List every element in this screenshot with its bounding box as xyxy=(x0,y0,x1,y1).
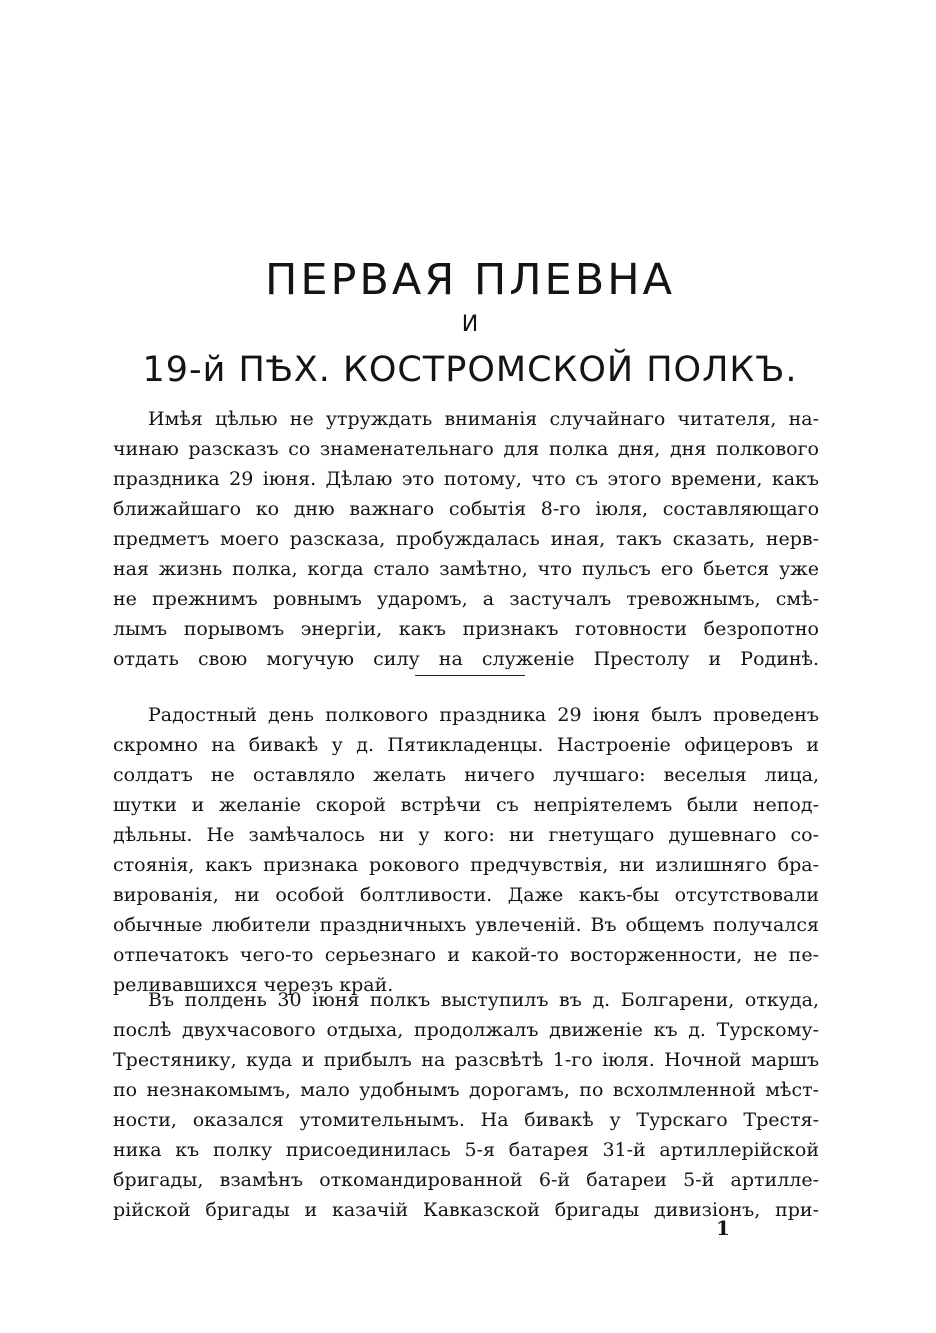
text-line: рійской бригады и казачій Кавказской бригады дивизіонъ, при- xyxy=(113,1199,819,1221)
text-line: бригады, взамѣнъ откомандированной 6-й батареи 5-й артилле- xyxy=(113,1169,819,1191)
text-line: не прежнимъ ровнымъ ударомъ, а застучалъ тревожнымъ, смѣ- xyxy=(113,588,820,610)
text-line: ности, оказался утомительнымъ. На бивакѣ у Турскаго Трестя- xyxy=(113,1109,820,1131)
section-divider xyxy=(415,675,525,676)
text-line: отдать свою могучую силу на служеніе Престолу и Родинѣ. xyxy=(113,648,820,670)
text-line: Въ полдень 30 іюня полкъ выступилъ въ д. Болгарени, откуда, xyxy=(148,989,819,1011)
text-line: ника къ полку присоединилась 5-я батарея 31-й артиллерійской xyxy=(113,1139,819,1161)
chapter-title: ПЕРВАЯ ПЛЕВНА xyxy=(265,255,675,305)
text-line: чинаю разсказъ со знаменательнаго для полка дня, дня полкового xyxy=(113,438,819,460)
text-line: шутки и желаніе скорой встрѣчи съ непріятелемъ были непод- xyxy=(113,794,819,816)
text-line: по незнакомымъ, мало удобнымъ дорогамъ, по всхолмленной мѣст- xyxy=(113,1079,820,1101)
text-line: послѣ двухчасового отдыха, продолжалъ движеніе къ д. Турскому- xyxy=(113,1019,819,1041)
text-line: ная жизнь полка, когда стало замѣтно, что пульсъ его бьется уже xyxy=(113,558,819,580)
chapter-heading xyxy=(140,252,800,394)
title-conjunction: И xyxy=(461,312,479,337)
text-line: лымъ порывомъ энергіи, какъ признакъ готовности безропотно xyxy=(113,618,819,640)
text-line: реливавшихся черезъ край. xyxy=(113,974,394,996)
text-line: вированія, ни особой болтливости. Даже какъ-бы отсутствовали xyxy=(113,884,820,906)
paragraph-holiday xyxy=(113,700,819,1000)
text-line: Трестянику, куда и прибылъ на разсвѣтѣ 1-го іюля. Ночной маршъ xyxy=(113,1049,820,1071)
page-number: 1 xyxy=(716,1216,730,1240)
text-line: солдатъ не оставляло желать ничего лучшаго: веселыя лица, xyxy=(113,764,819,786)
text-line: скромно на бивакѣ у д. Пятикладенцы. Настроеніе офицеровъ и xyxy=(113,734,819,756)
text-line: Радостный день полкового праздника 29 іюня былъ проведенъ xyxy=(148,704,820,726)
text-line: ближайшаго ко дню важнаго событія 8-го іюля, составляющаго xyxy=(113,498,820,520)
paragraph-intro xyxy=(113,404,819,674)
text-line: предметъ моего разсказа, пробуждалась иная, такъ сказать, нерв- xyxy=(113,528,820,550)
text-line: отпечатокъ чего-то серьезнаго и какой-то восторженности, не пе- xyxy=(113,944,819,966)
text-line: дѣльны. Не замѣчалось ни у кого: ни гнетущаго душевнаго со- xyxy=(113,824,820,846)
text-line: стоянія, какъ признака рокового предчувствія, ни излишняго бра- xyxy=(113,854,819,876)
text-line: Имѣя цѣлью не утруждать вниманія случайнаго читателя, на- xyxy=(148,408,819,430)
paragraph-march xyxy=(113,985,819,1225)
text-line: обычные любители праздничныхъ увлеченій. Въ общемъ получался xyxy=(113,914,819,936)
chapter-subtitle: 19-й ПѢХ. КОСТРОМСКОЙ ПОЛКЪ. xyxy=(142,350,798,390)
text-line: праздника 29 іюня. Дѣлаю это потому, что съ этого времени, какъ xyxy=(113,468,819,490)
